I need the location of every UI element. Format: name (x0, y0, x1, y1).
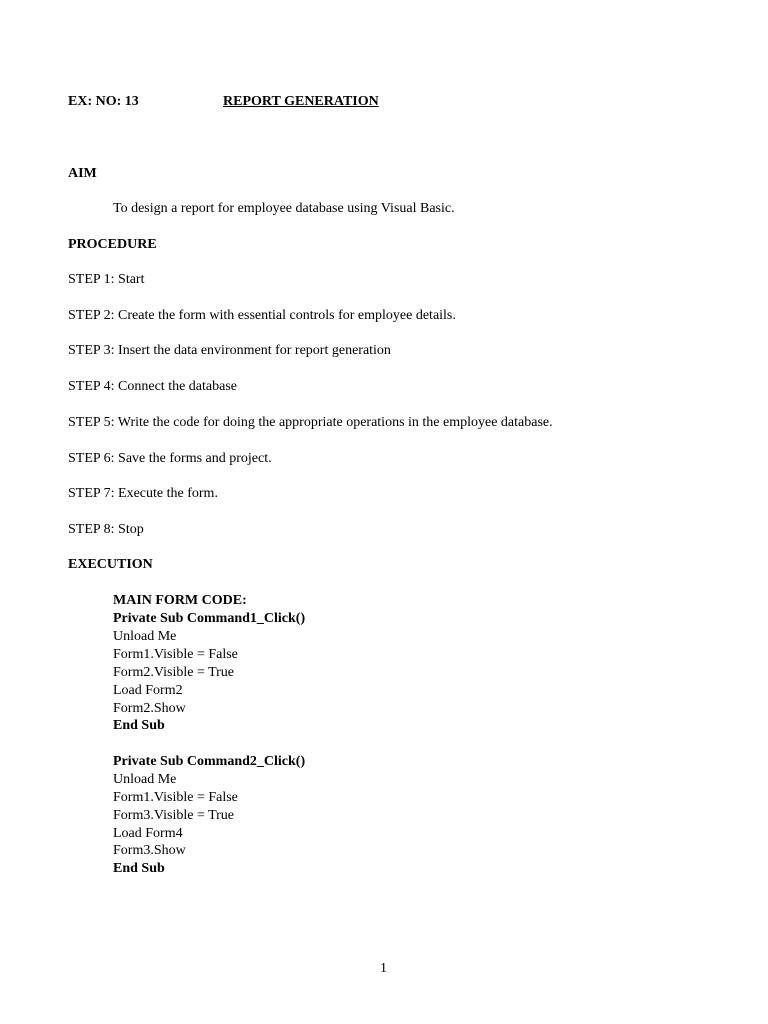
procedure-step: STEP 7: Execute the form. (68, 486, 218, 501)
code-line: Form3.Show (113, 843, 186, 858)
procedure-heading: PROCEDURE (68, 237, 157, 252)
code-sub-declaration: Private Sub Command2_Click() (113, 754, 306, 769)
procedure-step: STEP 5: Write the code for doing the appropriate operations in the employee database. (68, 415, 553, 430)
code-line: Form1.Visible = False (113, 647, 238, 662)
code-end-sub: End Sub (113, 861, 165, 876)
procedure-step: STEP 6: Save the forms and project. (68, 451, 272, 466)
procedure-step: STEP 3: Insert the data environment for report generation (68, 343, 391, 358)
code-line: Form2.Show (113, 701, 186, 716)
procedure-step: STEP 1: Start (68, 272, 145, 287)
code-line: Unload Me (113, 772, 177, 787)
execution-heading: EXECUTION (68, 557, 153, 572)
main-form-code-label: MAIN FORM CODE: (113, 593, 247, 608)
code-line: Unload Me (113, 629, 177, 644)
code-line: Load Form2 (113, 683, 183, 698)
procedure-step: STEP 4: Connect the database (68, 379, 237, 394)
code-end-sub: End Sub (113, 718, 165, 733)
procedure-step: STEP 8: Stop (68, 522, 144, 537)
exercise-number: EX: NO: 13 (68, 94, 139, 109)
aim-text: To design a report for employee database using Visual Basic. (113, 201, 455, 216)
code-sub-declaration: Private Sub Command1_Click() (113, 611, 306, 626)
code-line: Form3.Visible = True (113, 808, 235, 823)
aim-heading: AIM (68, 166, 97, 181)
code-line: Form1.Visible = False (113, 790, 238, 805)
page-title: REPORT GENERATION (223, 94, 379, 109)
code-line: Load Form4 (113, 826, 183, 841)
page-number: 1 (380, 961, 387, 976)
code-line: Form2.Visible = True (113, 665, 235, 680)
procedure-step: STEP 2: Create the form with essential controls for employee details. (68, 308, 456, 323)
